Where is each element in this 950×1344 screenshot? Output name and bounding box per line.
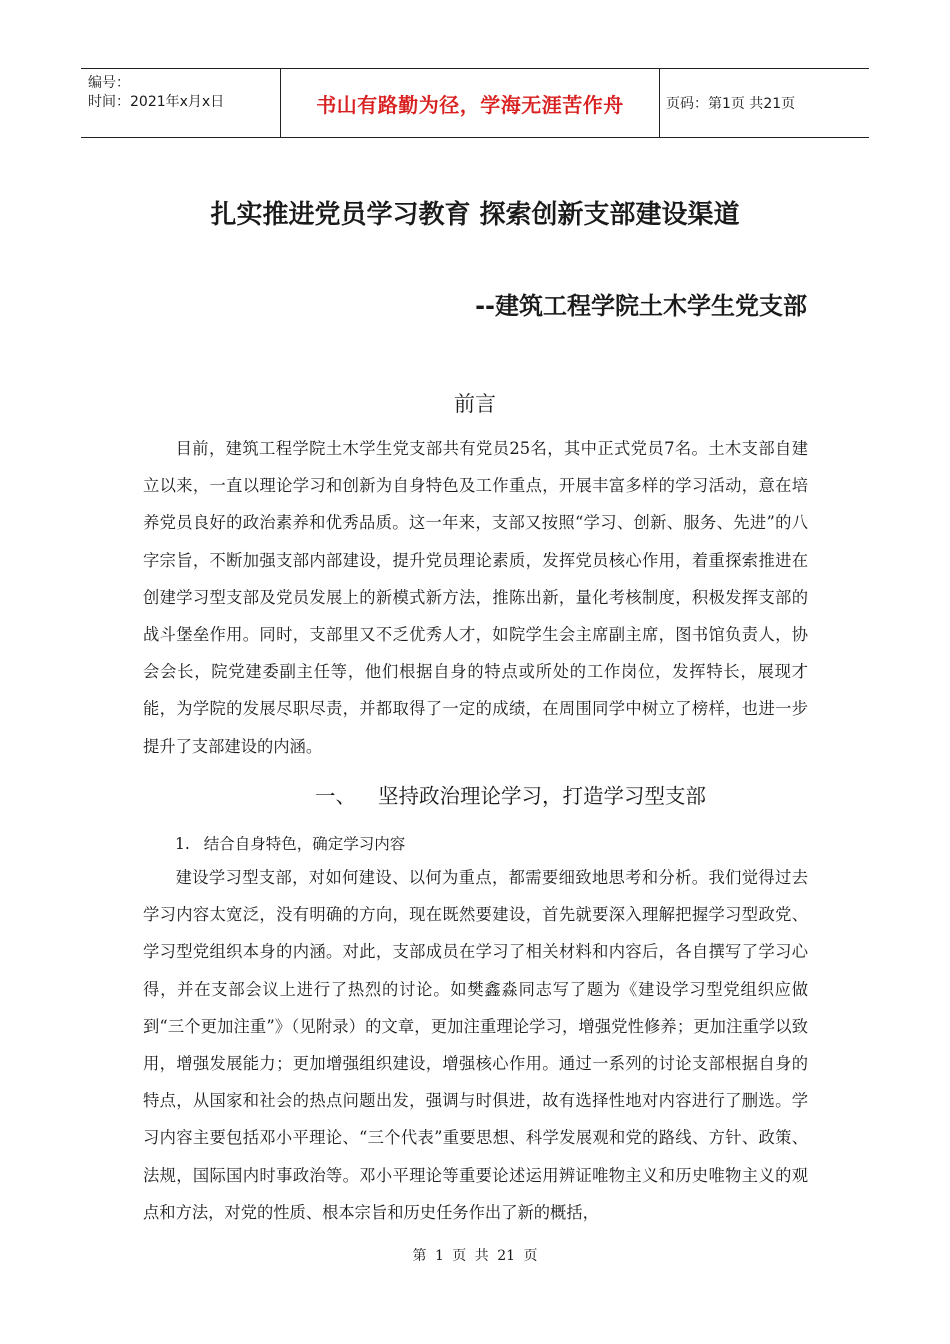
subsection-heading [175, 832, 405, 854]
header-meta-cell [81, 69, 281, 137]
document-title: 扎实推进党员学习教育 探索创新支部建设渠道 [210, 200, 740, 230]
header-motto-cell [281, 69, 660, 137]
section-heading [315, 779, 706, 809]
header-table [81, 68, 869, 138]
section-number: 一、 [315, 784, 356, 808]
section-title: 坚持政治理论学习，打造学习型支部 [378, 784, 706, 808]
time-label: 时间：2021年x月x日 [88, 94, 225, 110]
header-page-cell [660, 69, 869, 137]
subsection-title: 结合自身特色，确定学习内容 [203, 835, 406, 853]
subsection-number: 1. [175, 835, 190, 853]
preface-heading: 前言 [454, 392, 496, 416]
body-paragraph: 建设学习型支部，对如何建设、以何为重点，都需要细致地思考和分析。我们觉得过去学习内容太宽泛，没有明确的方向，现在既然要建设，首先就要深入理解把握学习型政党、学习型党组织本身的内涵。对此，支部成员在学习了相关材料和内容后，各自撰写了学习心得，并在支部会议上进行了热烈的讨论。如樊鑫淼同志写了题为《建设学习型党组织应做到“三个更加注重”》（见附录）的文章，更加注重理论学习，增强党性修养；更加注重学以致用，增强发展能力；更加增强组织建设，增强核心作用。通过一系列的讨论支部根据自身的特点，从国家和社会的热点问题出发，强调与时俱进，故有选择性地对内容进行了删选。学习内容主要包括邓小平理论、“三个代表”重要思想、科学发展观和党的路线、方针、政策、法规，国际国内时事政治等。邓小平理论等重要论述运用辨证唯物主义和历史唯物主义的观点和方法，对党的性质、根本宗旨和历史任务作出了新的概括， [143, 868, 808, 1222]
page-footer: 第 1 页 共 21 页 [412, 1248, 538, 1264]
page-info: 页码：第1页 共21页 [666, 96, 796, 112]
number-label: 编号： [88, 75, 130, 91]
document-subtitle: --建筑工程学院土木学生党支部 [475, 292, 807, 320]
motto-text: 书山有路勤为径，学海无涯苦作舟 [316, 92, 624, 117]
preface-paragraph: 目前，建筑工程学院土木学生党支部共有党员25名，其中正式党员7名。土木支部自建立以来，一直以理论学习和创新为自身特色及工作重点，开展丰富多样的学习活动，意在培养党员良好的政治素养和优秀品质。这一年来，支部又按照“学习、创新、服务、先进”的八字宗旨，不断加强支部内部建设，提升党员理论素质，发挥党员核心作用，着重探索推进在创建学习型支部及党员发展上的新模式新方法，推陈出新，量化考核制度，积极发挥支部的战斗堡垒作用。同时，支部里又不乏优秀人才，如院学生会主席副主席，图书馆负责人，协会会长，院党建委副主任等，他们根据自身的特点或所处的工作岗位，发挥特长，展现才能，为学院的发展尽职尽责，并都取得了一定的成绩，在周围同学中树立了榜样，也进一步提升了支部建设的内涵。 [143, 439, 808, 756]
